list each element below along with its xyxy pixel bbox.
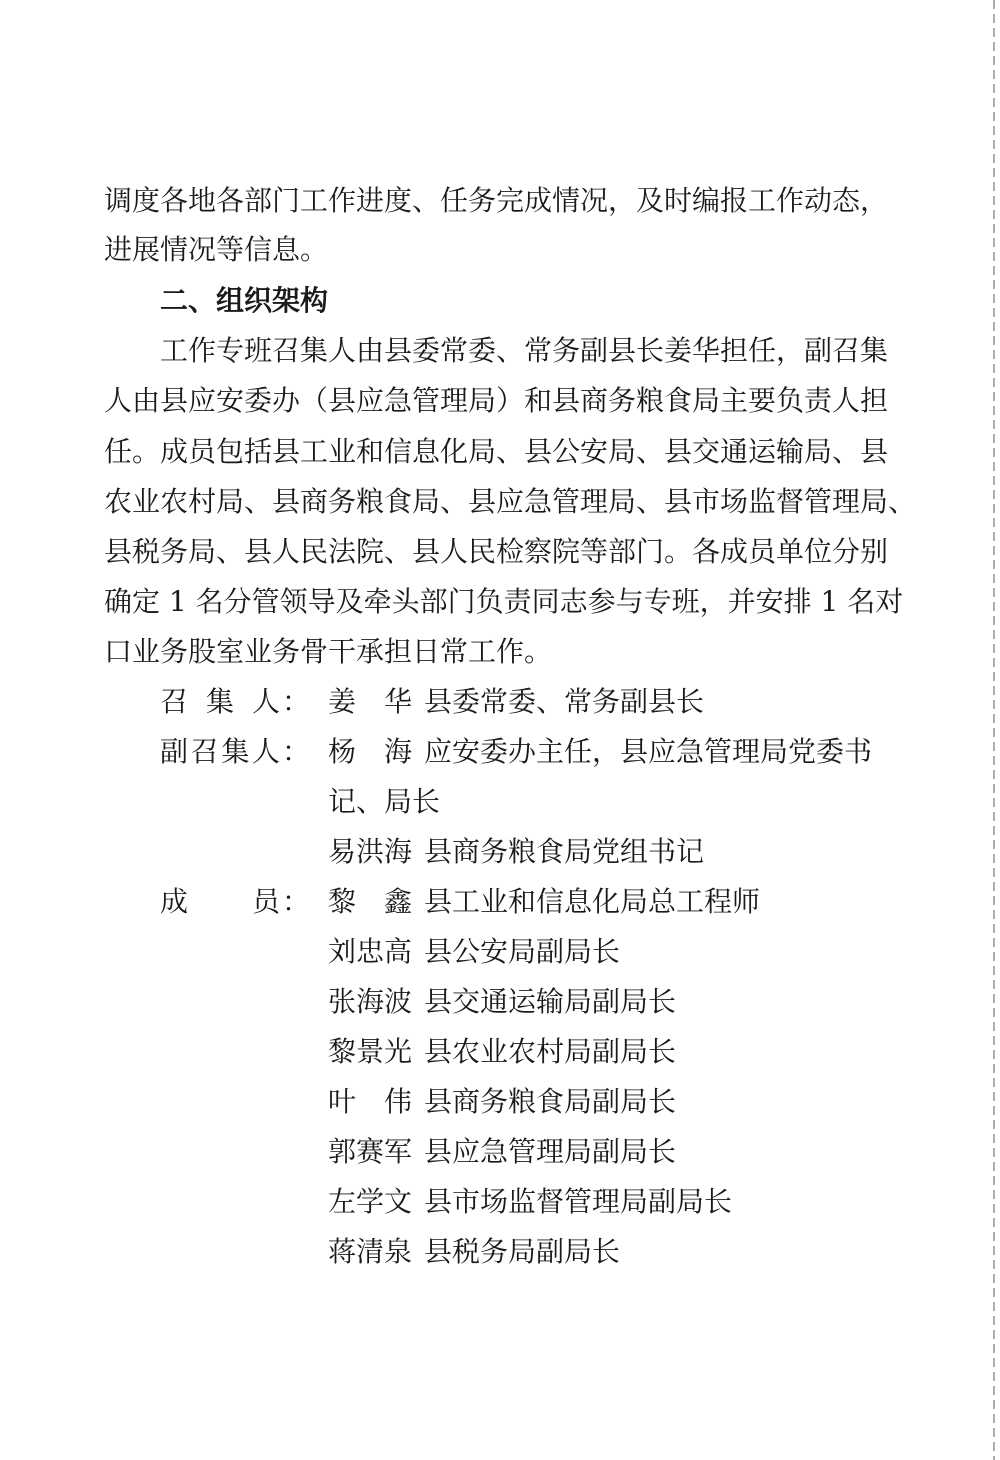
person-name: 姜华 [328,685,412,718]
roster-row-member [0,1084,1000,1124]
roster-row-deputy [0,834,1000,874]
person-title: 县农业农村局副局长 [424,1035,677,1068]
person-title: 县应急管理局副局长 [424,1135,677,1168]
roster-row-member [0,1234,1000,1274]
person-name: 杨海 [328,735,412,768]
person-name: 蒋清泉 [328,1235,413,1268]
person-name: 黎景光 [328,1035,413,1068]
roster-row-deputy [0,734,1000,774]
roster-row-member [0,984,1000,1024]
paragraph-line: 工作专班召集人由县委常委、常务副县长姜华担任，副召集 [160,334,889,367]
roster-row-member [0,1034,1000,1074]
section-heading: 二、组织架构 [160,284,329,317]
person-name: 左学文 [328,1185,413,1218]
person-name: 易洪海 [328,835,413,868]
paragraph-line: 调度各地各部门工作进度、任务完成情况，及时编报工作动态， [104,184,889,217]
roster-row-member [0,884,1000,924]
paragraph-line: 确定 1 名分管领导及牵头部门负责同志参与专班，并安排 1 名对 [104,585,904,618]
person-title: 县商务粮食局党组书记 [424,835,705,868]
role-label: 成员 [160,885,280,918]
person-name: 刘忠高 [328,935,413,968]
roster-row-member [0,1134,1000,1174]
paragraph-line: 进展情况等信息。 [104,233,329,266]
person-title: 县商务粮食局副局长 [424,1085,677,1118]
role-colon: ： [282,735,311,768]
person-name: 黎鑫 [328,885,412,918]
roster-row-member [0,934,1000,974]
roster-row-member [0,1184,1000,1224]
person-title: 县公安局副局长 [424,935,621,968]
roster-row-convener [0,684,1000,724]
paragraph-line: 人由县应安委办（县应急管理局）和县商务粮食局主要负责人担 [104,384,889,417]
person-title: 应安委办主任，县应急管理局党委书 [424,735,873,768]
person-title: 县市场监督管理局副局长 [424,1185,733,1218]
person-name: 叶伟 [328,1085,412,1118]
role-label: 副召集人 [160,735,280,768]
role-colon: ： [282,885,311,918]
roster-row-continuation [0,784,1000,824]
paragraph-line: 口业务股室业务骨干承担日常工作。 [104,635,553,668]
role-label: 召集人 [160,685,280,718]
role-colon: ： [282,685,311,718]
person-name: 郭赛军 [328,1135,413,1168]
paragraph-line: 县税务局、县人民法院、县人民检察院等部门。各成员单位分别 [104,535,889,568]
paragraph-line: 任。成员包括县工业和信息化局、县公安局、县交通运输局、县 [104,435,889,468]
person-title: 县交通运输局副局长 [424,985,677,1018]
person-title: 县工业和信息化局总工程师 [424,885,761,918]
person-title: 县税务局副局长 [424,1235,621,1268]
person-title: 县委常委、常务副县长 [424,685,705,718]
paragraph-line: 农业农村局、县商务粮食局、县应急管理局、县市场监督管理局、 [104,485,917,518]
person-name: 张海波 [328,985,413,1018]
person-title-continuation: 记、局长 [328,785,441,818]
